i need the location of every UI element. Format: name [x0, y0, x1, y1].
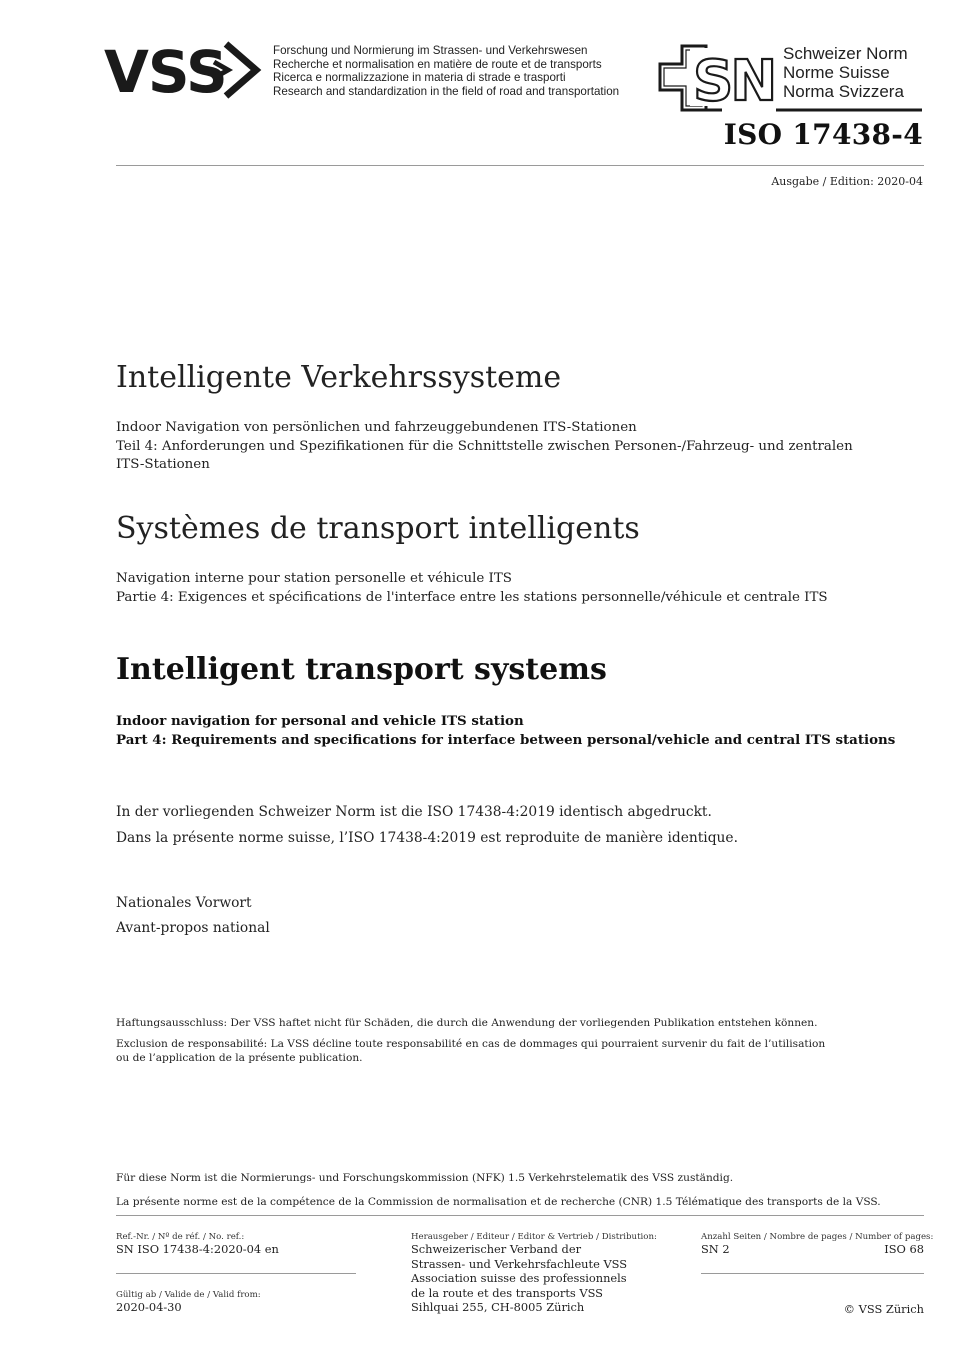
- footer-divider-left: [116, 1273, 356, 1274]
- page-count-label: Anzahl Seiten / Nombre de pages / Number of pages:: [701, 1232, 934, 1242]
- disclaimer-line: ou de l’application de la présente publication.: [116, 1052, 363, 1064]
- sn-label-line: Norme Suisse: [783, 63, 890, 82]
- disclaimer-french: [116, 1037, 825, 1065]
- vss-logo-graphic: [104, 40, 264, 102]
- divider: [116, 165, 924, 166]
- subtitle-line: ITS-Stationen: [116, 457, 210, 472]
- page-count-block: [701, 1232, 934, 1257]
- subtitle-line: Part 4: Requirements and specifications for interface between personal/vehicle and central ITS stations: [116, 731, 896, 748]
- edition-date: Ausgabe / Edition: 2020-04: [771, 175, 923, 188]
- title-english: Intelligent transport systems: [116, 652, 607, 687]
- vss-tagline: [273, 44, 619, 98]
- vss-tagline-line: Forschung und Normierung im Strassen- und Verkehrswesen: [273, 44, 588, 57]
- publisher-line: Schweizerischer Verband der: [411, 1242, 582, 1256]
- subtitle-english: [116, 712, 936, 749]
- footer-divider-right: [701, 1273, 924, 1274]
- sn-label-line: Schweizer Norm: [783, 44, 908, 63]
- page-count-values: [701, 1242, 924, 1257]
- vss-tagline-line: Research and standardization in the field of road and transportation: [273, 84, 620, 98]
- vss-logo: [104, 40, 264, 106]
- valid-from-label: Gültig ab / Valide de / Valid from:: [116, 1290, 261, 1300]
- publisher-line: de la route et des transports VSS: [411, 1285, 603, 1300]
- sn-label-line: Norma Svizzera: [783, 82, 904, 101]
- vss-logo-letters: VSS: [104, 40, 227, 102]
- foreword-french: Avant-propos national: [116, 920, 270, 936]
- disclaimer-line: Exclusion de responsabilité: La VSS décline toute responsabilité en cas de dommages qui pourraient survenir du fait de l’utilisation: [116, 1038, 826, 1050]
- subtitle-line: Navigation interne pour station personelle et véhicule ITS: [116, 571, 512, 586]
- subtitle-german: [116, 419, 916, 475]
- valid-from-block: [116, 1290, 261, 1315]
- copyright: © VSS Zürich: [843, 1302, 924, 1316]
- sn-label: [783, 44, 908, 101]
- publisher-address: [411, 1242, 657, 1315]
- publisher-line: Strassen- und Verkehrsfachleute VSS: [411, 1256, 628, 1271]
- publisher-label: Herausgeber / Editeur / Editor & Vertrieb / Distribution:: [411, 1232, 657, 1242]
- subtitle-line: Partie 4: Exigences et spécifications de l'interface entre les stations personnelle/véhicule et centrale ITS: [116, 589, 828, 605]
- subtitle-line: Teil 4: Anforderungen und Spezifikationen für die Schnittstelle zwischen Personen-/Fahrzeug- und zentralen: [116, 438, 853, 454]
- publisher-line: Sihlquai 255, CH-8005 Zürich: [411, 1300, 585, 1314]
- subtitle-line: Indoor Navigation von persönlichen und fahrzeuggebundenen ITS-Stationen: [116, 420, 637, 435]
- vss-tagline-line: Ricerca e normalizzazione in materia di strade e trasporti: [273, 71, 566, 84]
- reference-block: [116, 1232, 279, 1257]
- committee-french: La présente norme est de la compétence de la Commission de normalisation et de recherche (CNR) 1.5 Télématique des transports de la VSS.: [116, 1196, 881, 1208]
- publisher-line: Association suisse des professionnels: [411, 1271, 627, 1285]
- publisher-block: [411, 1232, 657, 1315]
- reproduction-note-german: In der vorliegenden Schweizer Norm ist die ISO 17438-4:2019 identisch abgedruckt.: [116, 804, 712, 820]
- title-german: Intelligente Verkehrssysteme: [116, 360, 562, 395]
- vss-tagline-line: Recherche et normalisation en matière de route et de transports: [273, 57, 602, 71]
- foreword-german: Nationales Vorwort: [116, 895, 252, 911]
- disclaimer-german: Haftungsausschluss: Der VSS haftet nicht für Schäden, die durch die Anwendung der vorliegenden Publikation entstehen können.: [116, 1017, 818, 1029]
- title-french: Systèmes de transport intelligents: [116, 511, 640, 546]
- sn-logo-letters: SN: [693, 49, 775, 114]
- reference-label: Ref.-Nr. / Nº de réf. / No. ref.:: [116, 1232, 245, 1242]
- page-count-sn: SN 2: [701, 1242, 730, 1256]
- committee-german: Für diese Norm ist die Normierungs- und Forschungskommission (NFK) 1.5 Verkehrstelematik des VSS zuständig.: [116, 1172, 734, 1184]
- footer-divider: [116, 1215, 924, 1216]
- document-number: ISO 17438-4: [723, 118, 923, 151]
- reproduction-note-french: Dans la présente norme suisse, l’ISO 17438-4:2019 est reproduite de manière identique.: [116, 830, 738, 846]
- subtitle-line: Indoor navigation for personal and vehicle ITS station: [116, 713, 524, 729]
- reference-value: SN ISO 17438-4:2020-04 en: [116, 1242, 279, 1256]
- subtitle-french: [116, 570, 916, 607]
- valid-from-value: 2020-04-30: [116, 1300, 182, 1314]
- page-count-iso: ISO 68: [884, 1242, 924, 1256]
